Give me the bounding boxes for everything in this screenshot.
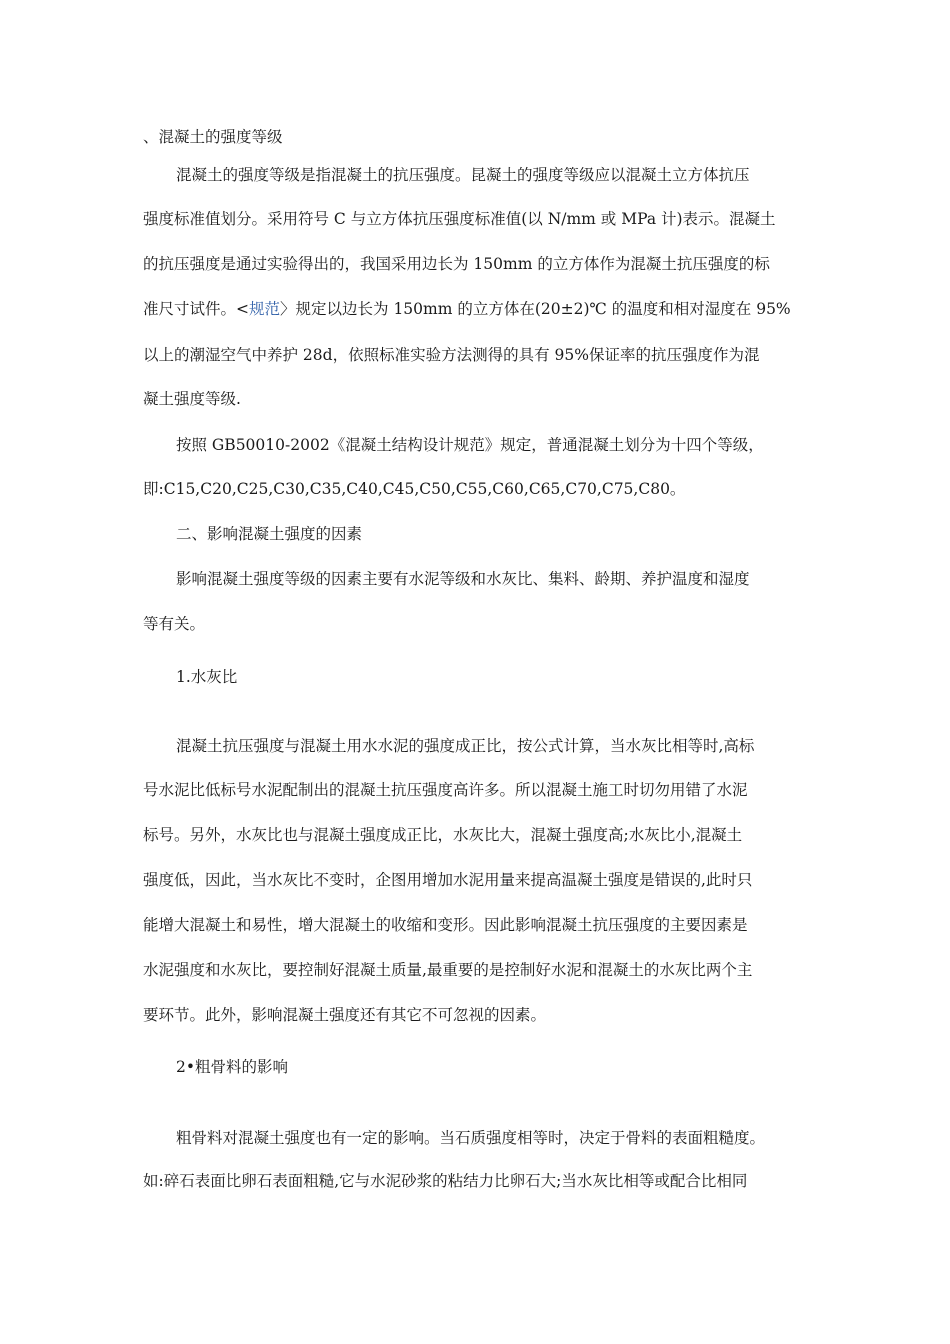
paragraph-line: 影响混凝土强度等级的因素主要有水泥等级和水灰比、集料、龄期、养护温度和湿度 [176, 570, 750, 588]
section-heading-4: 2•粗骨料的影响 [176, 1058, 289, 1076]
text-span: 〉规定以边长为 150mm 的立方体在(20±2)℃ 的温度和相对湿度在 95% [280, 300, 791, 318]
paragraph-line: 凝土强度等级. [143, 390, 241, 408]
paragraph-line: 能增大混凝土和易性，增大混凝土的收缩和变形。因此影响混凝土抗压强度的主要因素是 [143, 916, 748, 934]
paragraph-line: 以上的潮湿空气中养护 28d，依照标准实验方法测得的具有 95%保证率的抗压强度作为混 [143, 346, 760, 364]
paragraph-line: 即:C15,C20,C25,C30,C35,C40,C45,C50,C55,C60,C65,C70,C75,C80。 [143, 480, 686, 498]
paragraph-line: 要环节。此外，影响混凝土强度还有其它不可忽视的因素。 [143, 1006, 547, 1024]
text-span: 准尺寸试件。< [143, 300, 249, 318]
paragraph-line: 的抗压强度是通过实验得出的，我国采用边长为 150mm 的立方体作为混凝土抗压强度的标 [143, 255, 770, 273]
section-heading-2: 二、影响混凝土强度的因素 [176, 525, 363, 543]
paragraph-line: 号水泥比低标号水泥配制出的混凝土抗压强度高许多。所以混凝土施工时切勿用错了水泥 [143, 781, 748, 799]
paragraph-line: 粗骨料对混凝土强度也有一定的影响。当石质强度相等时，决定于骨料的表面粗糙度。 [176, 1129, 766, 1147]
paragraph-line: 按照 GB50010-2002《混凝土结构设计规范》规定，普通混凝土划分为十四个等级， [176, 436, 764, 454]
paragraph-line: 等有关。 [143, 615, 206, 633]
paragraph-line [143, 299, 791, 319]
paragraph-line: 强度标准值划分。采用符号 C 与立方体抗压强度标准值(以 N/mm 或 MPa 计)表示。混凝土 [143, 210, 776, 228]
paragraph-line: 混凝土的强度等级是指混凝土的抗压强度。昆凝土的强度等级应以混凝土立方体抗压 [176, 166, 750, 184]
section-heading-3: 1.水灰比 [176, 668, 238, 686]
paragraph-line: 水泥强度和水灰比，要控制好混凝土质量,最重要的是控制好水泥和混凝土的水灰比两个主 [143, 961, 753, 979]
standard-link[interactable]: 规范 [249, 300, 281, 318]
paragraph-line: 强度低，因此，当水灰比不变时，企图用增加水泥用量来提高温凝土强度是错误的,此时只 [143, 871, 753, 889]
section-heading-1: 、混凝土的强度等级 [143, 128, 283, 146]
paragraph-line: 混凝土抗压强度与混凝土用水水泥的强度成正比，按公式计算，当水灰比相等时,高标 [176, 737, 755, 755]
paragraph-line: 如:碎石表面比卵石表面粗糙,它与水泥砂浆的粘结力比卵石大;当水灰比相等或配合比相同 [143, 1172, 748, 1190]
paragraph-line: 标号。另外，水灰比也与混凝土强度成正比，水灰比大，混凝土强度高;水灰比小,混凝土 [143, 826, 743, 844]
